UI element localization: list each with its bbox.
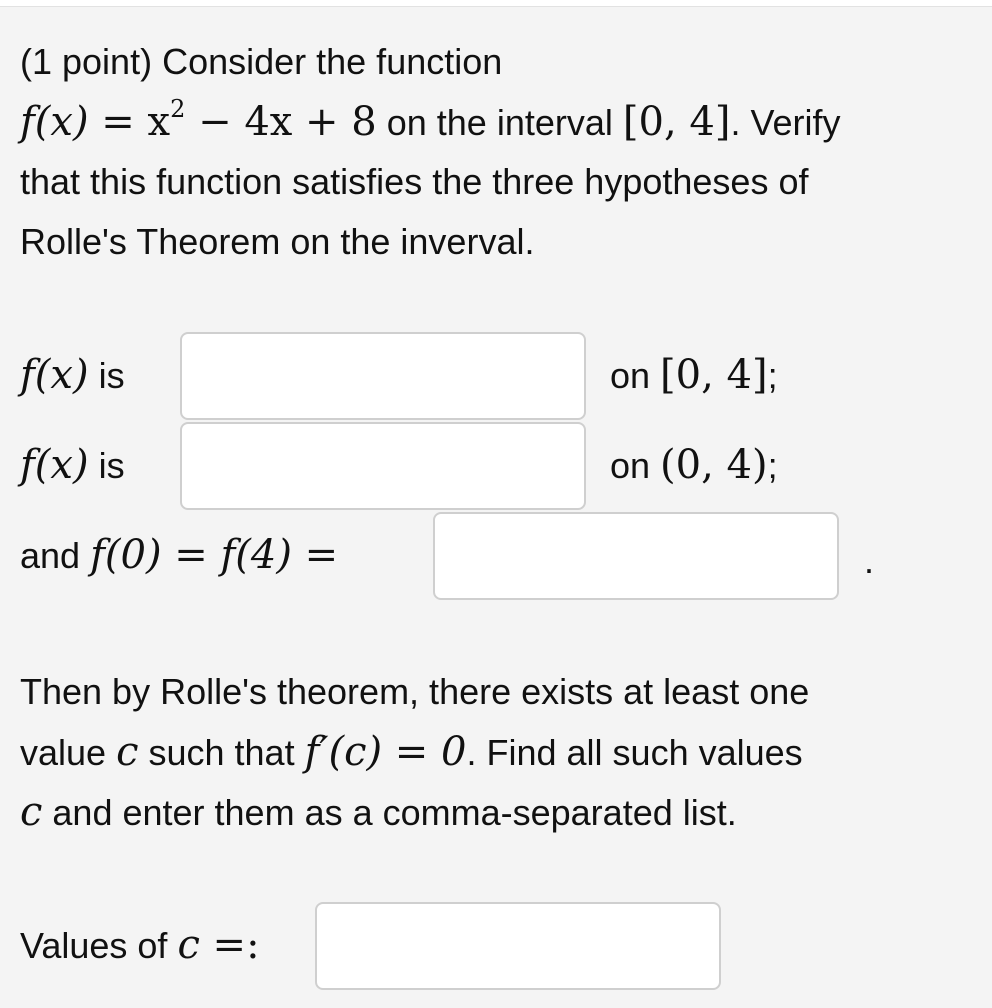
- is-text: is: [88, 355, 125, 396]
- top-divider: [0, 0, 992, 7]
- hypothesis-2-label: [20, 442, 125, 488]
- values-of-text: Values of: [20, 925, 178, 966]
- line3-text: that this function satisfies the three hypotheses of: [20, 161, 809, 202]
- intro-text: (1 point) Consider the function: [20, 41, 503, 82]
- c-values-input[interactable]: [315, 902, 721, 990]
- c-symbol: c: [177, 922, 200, 968]
- enter-list-text: and enter them as a comma-separated list.: [42, 792, 737, 833]
- fx-symbol: f(x): [20, 352, 89, 398]
- problem-intro: [20, 32, 502, 92]
- on-text: on: [610, 355, 661, 396]
- on-text: on: [610, 445, 661, 486]
- such-that-text: such that: [138, 732, 305, 773]
- open-interval: (0, 4): [660, 442, 768, 488]
- value-text: value: [20, 732, 117, 773]
- line4-text: Rolle's Theorem on the inverval.: [20, 221, 535, 262]
- conclusion-line2: [20, 722, 803, 783]
- and-text: and: [20, 535, 91, 576]
- semicolon: ;: [767, 445, 778, 486]
- function-rest: − 4x + 8: [185, 99, 377, 145]
- hypothesis-2-interval: [610, 442, 778, 488]
- is-text: is: [88, 445, 125, 486]
- conclusion-line3: [20, 782, 737, 843]
- hypothesis-3-period: [864, 540, 874, 582]
- differentiability-answer-input[interactable]: [180, 422, 586, 510]
- interval-value: [0, 4]: [622, 99, 731, 145]
- values-of-c-label: [20, 922, 260, 968]
- problem-line3: [20, 152, 808, 212]
- continuity-answer-input[interactable]: [180, 332, 586, 420]
- problem-function-line: [20, 92, 840, 157]
- hypothesis-3-label: [20, 532, 338, 578]
- find-values-text: . Find all such values: [466, 732, 803, 773]
- semicolon: ;: [767, 355, 778, 396]
- conclusion-line1-text: Then by Rolle's theorem, there exists at least one: [20, 671, 810, 712]
- endpoint-equality: f(0) = f(4) =: [90, 532, 339, 578]
- equals-colon: =:: [199, 922, 260, 968]
- hypothesis-1-interval: [610, 352, 778, 398]
- function-eq: = x: [88, 99, 171, 145]
- conclusion-line1: [20, 662, 809, 722]
- c-symbol: c: [116, 729, 139, 775]
- verify-text: . Verify: [730, 102, 841, 143]
- hypothesis-1-label: [20, 352, 125, 398]
- fx-symbol: f(x): [20, 442, 89, 488]
- endpoint-value-input[interactable]: [433, 512, 839, 600]
- c-symbol: c: [20, 789, 43, 835]
- closed-interval: [0, 4]: [660, 352, 768, 398]
- function-exponent: 2: [170, 95, 186, 123]
- function-lhs: f(x): [20, 99, 89, 145]
- period: .: [864, 540, 875, 581]
- interval-text: on the interval: [376, 102, 623, 143]
- problem-line4: [20, 212, 534, 272]
- derivative-zero: f′(c) = 0: [304, 729, 467, 775]
